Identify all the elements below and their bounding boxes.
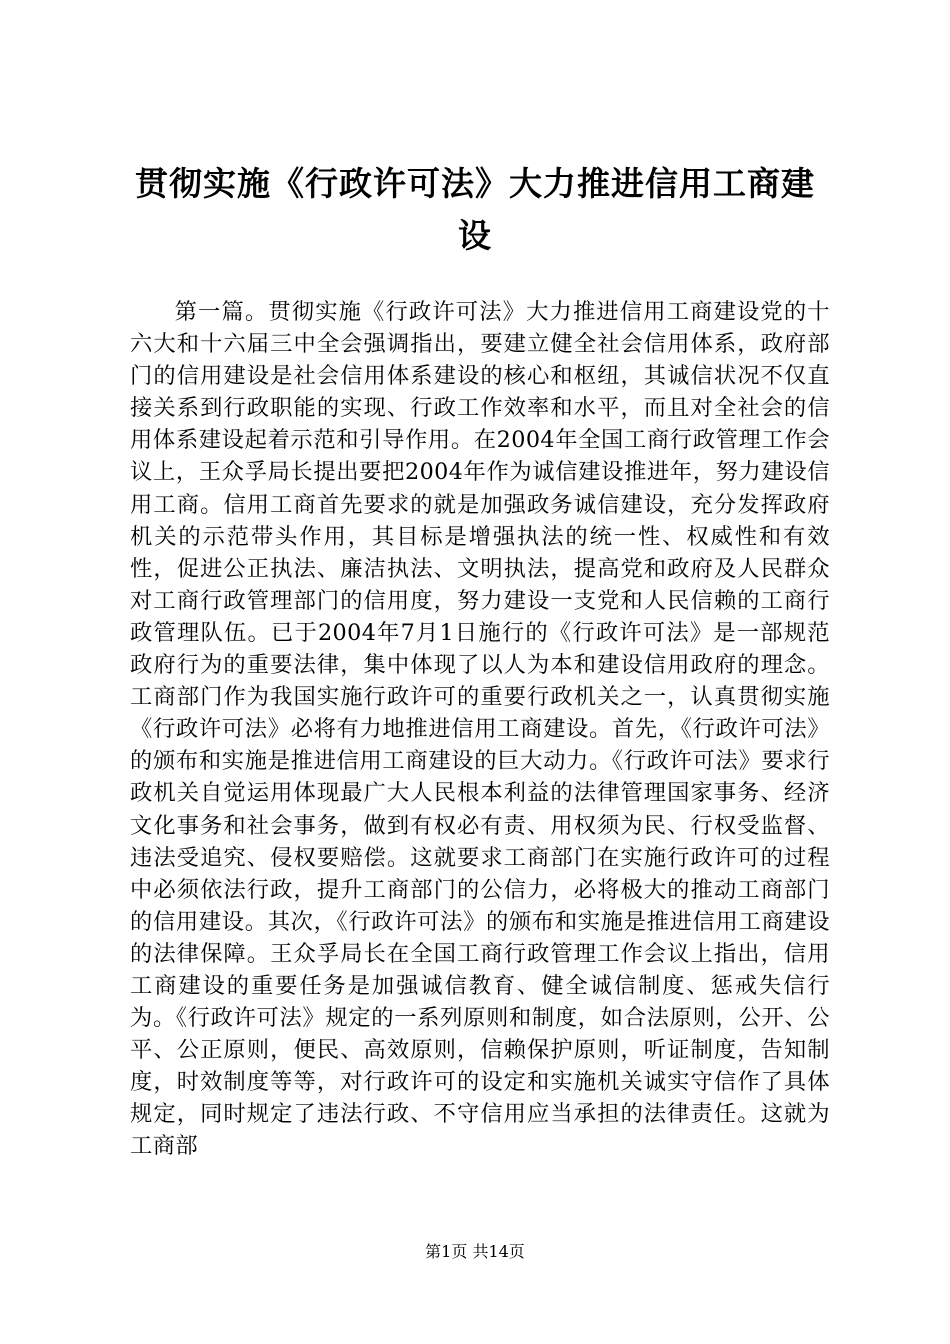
page-footer: 第1页 共14页: [425, 1242, 525, 1261]
body-paragraph: 第一篇。贯彻实施《行政许可法》大力推进信用工商建设党的十六大和十六届三中全会强调指出，要建立健全社会信用体系，政府部门的信用建设是社会信用体系建设的核心和枢纽，其诚信状况不仅直接关系到行政职能的实现、行政工作效率和水平，而且对全社会的信用体系建设起着示范和引导作用。在2004年全国工商行政管理工作会议上，王众孚局长提出要把2004年作为诚信建设推进年，努力建设信用工商。信用工商首先要求的就是加强政务诚信建设，充分发挥政府机关的示范带头作用，其目标是增强执法的统一性、权威性和有效性，促进公正执法、廉洁执法、文明执法，提高党和政府及人民群众对工商行政管理部门的信用度，努力建设一支党和人民信赖的工商行政管理队伍。已于2004年7月1日施行的《行政许可法》是一部规范政府行为的重要法律，集中体现了以人为本和建设信用政府的理念。工商部门作为我国实施行政许可的重要行政机关之一，认真贯彻实施《行政许可法》必将有力地推进信用工商建设。首先，《行政许可法》的颁布和实施是推进信用工商建设的巨大动力。《行政许可法》要求行政机关自觉运用体现最广大人民根本利益的法律管理国家事务、经济文化事务和社会事务，做到有权必有责、用权须为民、行权受监督、违法受追究、侵权要赔偿。这就要求工商部门在实施行政许可的过程中必须依法行政，提升工商部门的公信力，必将极大的推动工商部门的信用建设。其次，《行政许可法》的颁布和实施是推进信用工商建设的法律保障。王众孚局长在全国工商行政管理工作会议上指出，信用工商建设的重要任务是加强诚信教育、健全诚信制度、惩戒失信行为。《行政许可法》规定的一系列原则和制度，如合法原则，公开、公平、公正原则，便民、高效原则，信赖保护原则，听证制度，告知制度，时效制度等等，对行政许可的设定和实施机关诚实守信作了具体规定，同时规定了违法行政、不守信用应当承担的法律责任。这就为工商部: [130, 299, 830, 1160]
document-title: 贯彻实施《行政许可法》大力推进信用工商建设: [135, 164, 815, 255]
